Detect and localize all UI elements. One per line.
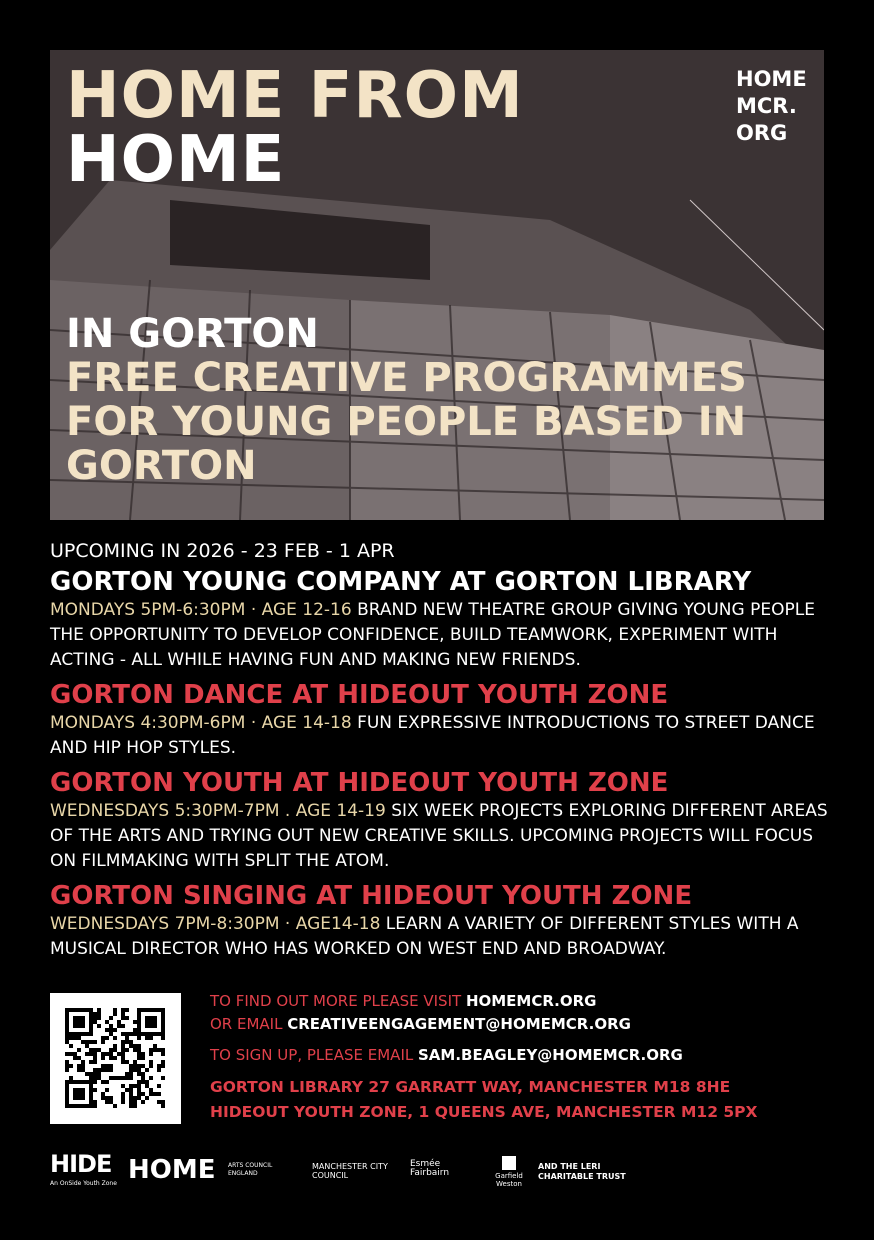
sponsor-logos xyxy=(50,1152,830,1192)
email-link[interactable]: CREATIVEENGAGEMENT@HOMEMCR.ORG xyxy=(287,1015,631,1033)
programme-schedule: WEDNESDAYS 5:30PM-7PM . AGE 14-19 xyxy=(50,801,386,821)
programme-list xyxy=(50,538,830,968)
site-tag-line: ORG xyxy=(736,121,788,145)
manchester-city-council-logo xyxy=(312,1162,392,1180)
programme-text: BRAND NEW THEATRE GROUP GIVING YOUNG PEOPLE THE OPPORTUNITY TO DEVELOP CONFIDENCE, BUILD TEAMWORK, EXPERIMENT WITH ACTING - ALL WHILE HAVING FUN AND MAKING NEW FRIENDS. xyxy=(50,600,815,670)
visit-line xyxy=(210,990,830,1013)
signup-email-link[interactable]: SAM.BEAGLEY@HOMEMCR.ORG xyxy=(418,1046,683,1064)
qr-code[interactable] xyxy=(50,993,181,1124)
hideout-logo xyxy=(50,1152,117,1187)
programme-description xyxy=(50,799,830,874)
programme-description xyxy=(50,598,830,673)
programme-schedule: MONDAYS 5PM-6:30PM · AGE 12-16 xyxy=(50,600,352,620)
email-line xyxy=(210,1013,830,1036)
programme-description xyxy=(50,912,830,962)
leri-trust-logo xyxy=(538,1162,628,1182)
garfield-shield-icon xyxy=(502,1156,516,1170)
home-logo: HOME xyxy=(128,1155,216,1185)
title-line-2: HOME xyxy=(66,123,286,197)
signup-line xyxy=(210,1044,830,1067)
programme-title: GORTON YOUNG COMPANY AT GORTON LIBRARY xyxy=(50,567,752,597)
site-tag xyxy=(736,66,816,147)
tagline: FREE CREATIVE PROGRAMMES FOR YOUNG PEOPLE BASED IN GORTON xyxy=(66,355,747,489)
contact-info xyxy=(210,990,830,1125)
arts-council-logo-text: ARTS COUNCIL ENGLAND xyxy=(228,1162,273,1177)
programme-title: GORTON SINGING AT HIDEOUT YOUTH ZONE xyxy=(50,881,693,911)
garfield-logo-text: Garfield Weston xyxy=(495,1172,523,1188)
programme-text: FUN EXPRESSIVE INTRODUCTIONS TO STREET DANCE AND HIP HOP STYLES. xyxy=(50,713,815,758)
site-tag-line: MCR. xyxy=(736,94,797,118)
address-library: GORTON LIBRARY 27 GARRATT WAY, MANCHESTER M18 8HE xyxy=(210,1078,731,1096)
qr-code-icon xyxy=(50,993,181,1124)
leri-logo-text: AND THE LERI CHARITABLE TRUST xyxy=(538,1162,626,1181)
location-heading: IN GORTON xyxy=(66,311,319,357)
programme-title: GORTON DANCE AT HIDEOUT YOUTH ZONE xyxy=(50,680,669,710)
programme-schedule: MONDAYS 4:30PM-6PM · AGE 14-18 xyxy=(50,713,352,733)
esmee-fairbairn-logo xyxy=(410,1160,460,1178)
esmee-logo-text: Esmée Fairbairn xyxy=(410,1159,450,1178)
upcoming-dates: UPCOMING IN 2026 - 23 FEB - 1 APR xyxy=(50,540,395,562)
poster-title xyxy=(66,59,524,197)
website-link[interactable]: HOMEMCR.ORG xyxy=(465,992,597,1010)
hero-banner xyxy=(50,50,824,520)
title-line-1: HOME FROM xyxy=(66,59,524,133)
hideout-logo-text: HIDE xyxy=(50,1150,112,1178)
programme-schedule: WEDNESDAYS 7PM-8:30PM · AGE14-18 xyxy=(50,914,381,934)
arts-council-logo xyxy=(228,1162,288,1178)
signup-prefix: TO SIGN UP, PLEASE EMAIL xyxy=(210,1046,418,1064)
programme-text: LEARN A VARIETY OF DIFFERENT STYLES WITH A MUSICAL DIRECTOR WHO HAS WORKED ON WEST END AND BROADWAY. xyxy=(50,914,799,959)
manchester-logo-text: MANCHESTER CITY COUNCIL xyxy=(312,1162,388,1180)
garfield-weston-logo xyxy=(484,1156,534,1188)
hero-subtitle xyxy=(66,312,806,488)
programme-text: SIX WEEK PROJECTS EXPLORING DIFFERENT AREAS OF THE ARTS AND TRYING OUT NEW CREATIVE SKILLS. UPCOMING PROJECTS WILL FOCUS ON FILMMAKING WITH SPLIT THE ATOM. xyxy=(50,801,828,871)
address-hideout: HIDEOUT YOUTH ZONE, 1 QUEENS AVE, MANCHESTER M12 5PX xyxy=(210,1103,758,1121)
site-tag-line: HOME xyxy=(736,67,807,91)
hideout-logo-sub: An OnSide Youth Zone xyxy=(50,1180,117,1187)
programme-title: GORTON YOUTH AT HIDEOUT YOUTH ZONE xyxy=(50,768,669,798)
email-prefix: OR EMAIL xyxy=(210,1015,288,1033)
programme-description xyxy=(50,711,830,761)
visit-prefix: TO FIND OUT MORE PLEASE VISIT xyxy=(210,992,466,1010)
